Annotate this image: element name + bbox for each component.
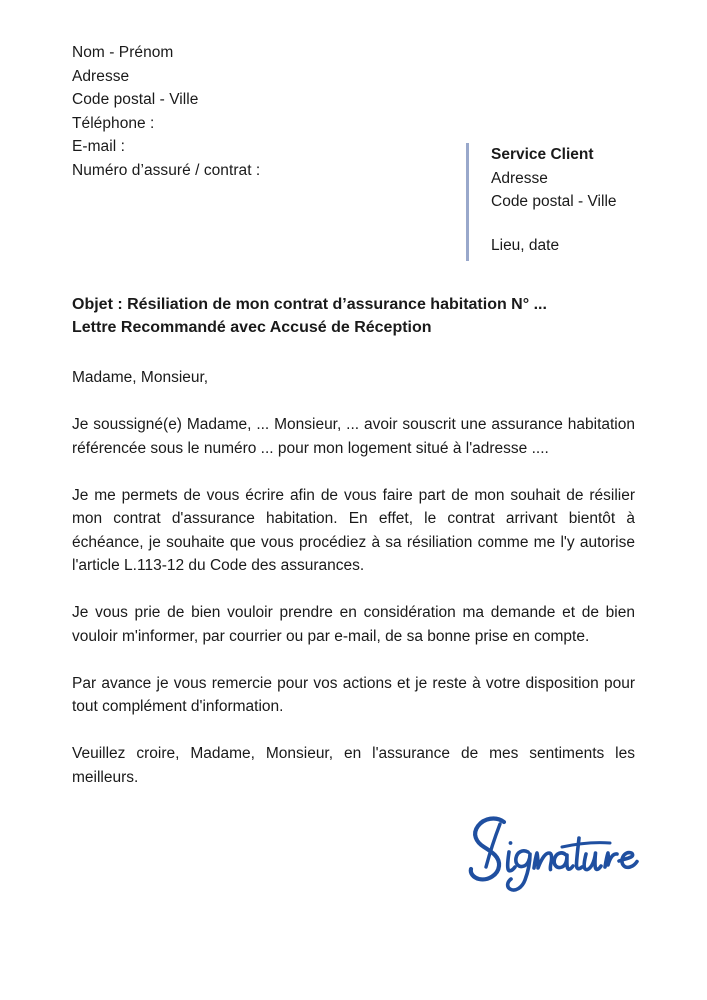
sender-postal-city: Code postal - Ville (72, 91, 199, 108)
subject-block (72, 293, 647, 339)
recipient-name: Service Client (491, 146, 594, 163)
recipient-address: Adresse (491, 169, 548, 187)
sender-address: Adresse (72, 67, 130, 85)
recipient-postal-city: Code postal - Ville (491, 193, 617, 210)
salutation: Madame, Monsieur, (72, 369, 209, 386)
body-paragraph-3: Je vous prie de bien vouloir prendre en considération ma demande et de bien vouloir m'informer, par courrier ou par e-mail, de sa bonne prise en compte. (72, 604, 635, 645)
recipient-block (466, 143, 617, 261)
body-paragraph-1: Je soussigné(e) Madame, ... Monsieur, ... avoir souscrit une assurance habitation référencée sous le numéro ... pour mon logement situé à l'adresse .... (72, 416, 635, 457)
place-date: Lieu, date (491, 236, 560, 254)
body-paragraph-2: Je me permets de vous écrire afin de vous faire part de mon souhait de résilier mon contrat d'assurance habitation. En effet, le contrat arrivant bientôt à échéance, je souhaite que vous procédiez à sa résiliation comme me l'y autorise l'article L.113-12 du Code des assurances. (72, 486, 635, 574)
mailing-method-line: Lettre Recommandé avec Accusé de Réception (72, 319, 432, 336)
sender-policy-number: Numéro d’assuré / contrat : (72, 161, 261, 179)
recipient-spacer (491, 214, 617, 234)
sender-email: E-mail : (72, 138, 125, 155)
letter-body (72, 366, 635, 789)
sender-phone: Téléphone : (72, 114, 155, 132)
closing-formula: Veuillez croire, Madame, Monsieur, en l'assurance de mes sentiments les meilleurs. (72, 745, 635, 786)
subject-line: Objet : Résiliation de mon contrat d’assurance habitation N° ... (72, 296, 547, 313)
sender-block (72, 41, 452, 182)
signature-graphic (462, 812, 642, 898)
body-paragraph-4: Par avance je vous remercie pour vos actions et je reste à votre disposition pour tout complément d'information. (72, 674, 635, 715)
sender-name: Nom - Prénom (72, 44, 174, 61)
